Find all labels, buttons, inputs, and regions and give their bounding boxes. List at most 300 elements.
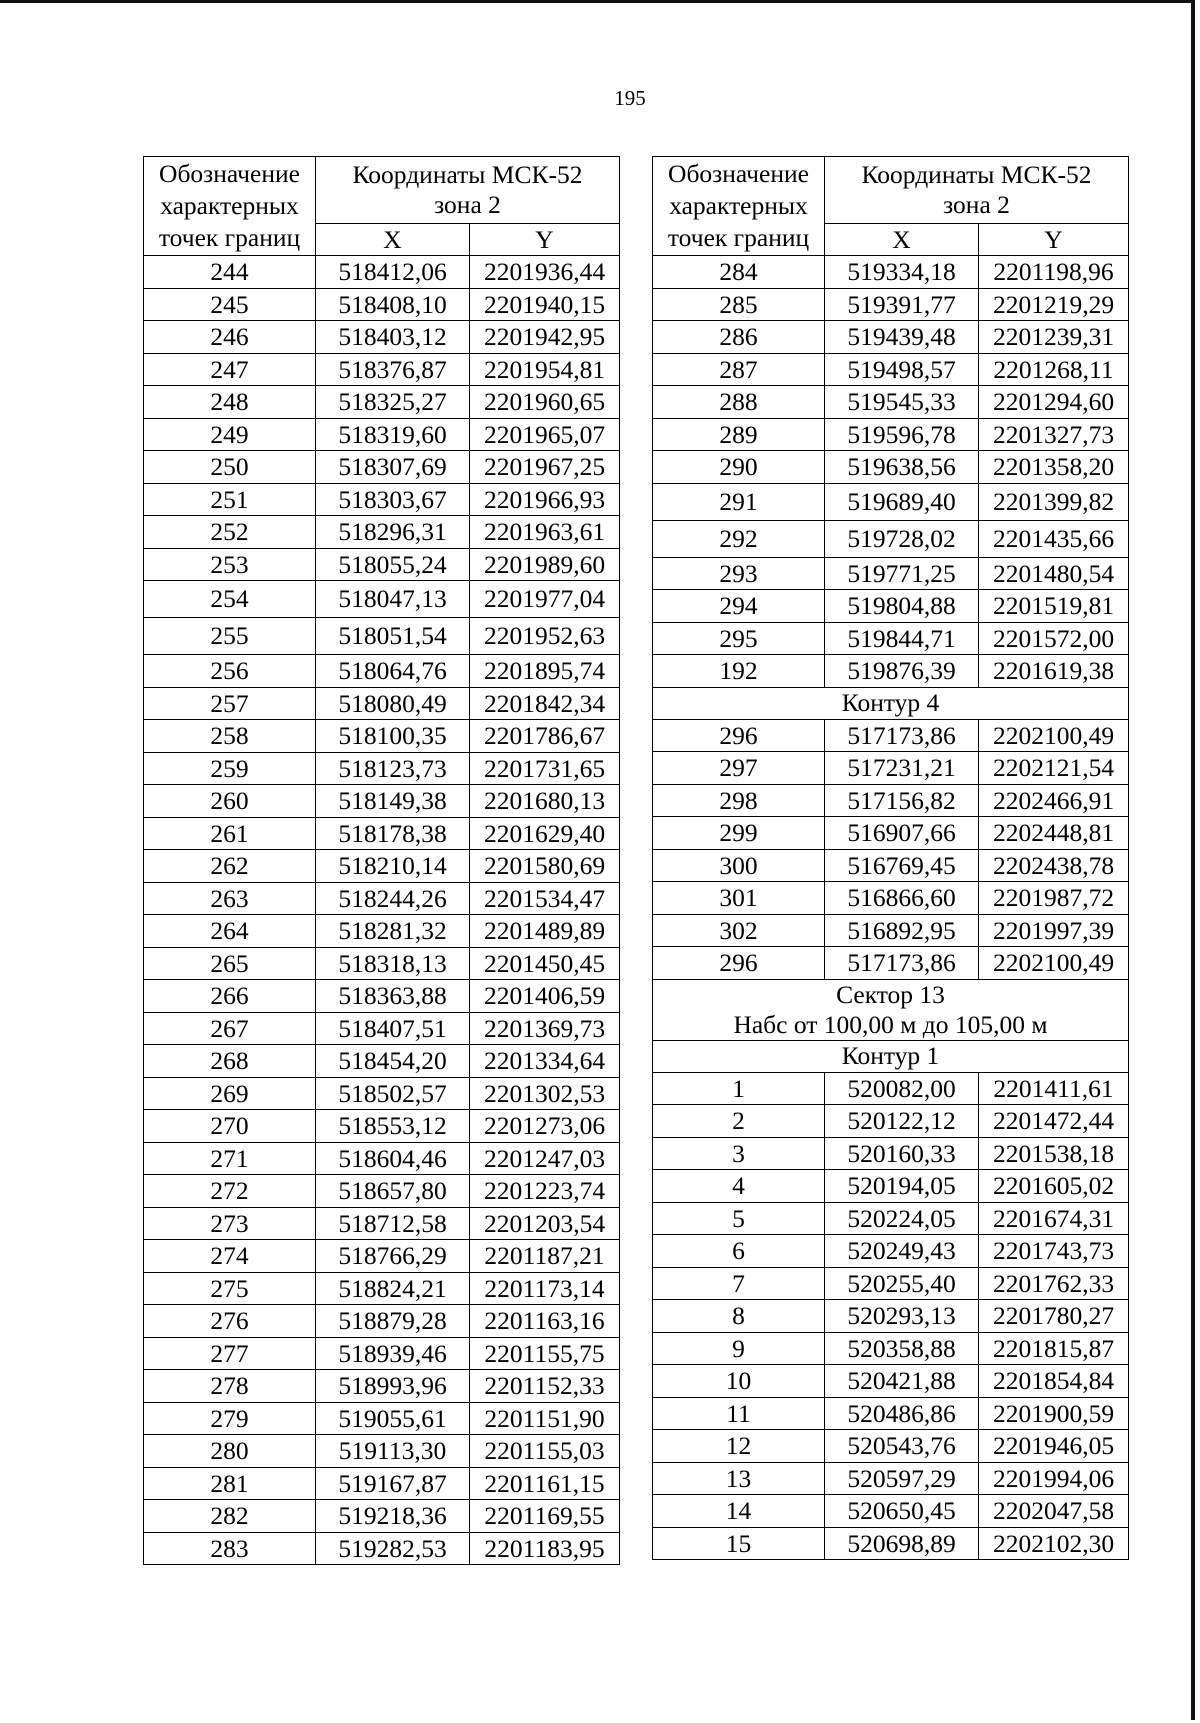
- point-id-cell: 287: [653, 353, 825, 386]
- x-coordinate-cell: 518657,80: [316, 1175, 470, 1208]
- x-coordinate-cell: 520082,00: [825, 1072, 979, 1105]
- table-row: [144, 1402, 620, 1435]
- x-coordinate-cell: 520194,05: [825, 1170, 979, 1203]
- table-row: [144, 516, 620, 549]
- x-coordinate-cell: 518318,13: [316, 947, 470, 980]
- table-row: [144, 548, 620, 581]
- point-id-cell: 281: [144, 1467, 316, 1500]
- contour-4-heading: [653, 687, 1129, 719]
- point-id-cell: 273: [144, 1207, 316, 1240]
- point-id-cell: 259: [144, 752, 316, 785]
- point-id-cell: 254: [144, 581, 316, 618]
- table-row: [144, 1012, 620, 1045]
- y-coordinate-cell: 2201203,54: [470, 1207, 620, 1240]
- y-coordinate-cell: 2201327,73: [979, 418, 1129, 451]
- y-coordinate-cell: 2201997,39: [979, 914, 1129, 947]
- point-id-cell: 253: [144, 548, 316, 581]
- x-coordinate-cell: 519391,77: [825, 288, 979, 321]
- x-coordinate-cell: 520249,43: [825, 1235, 979, 1268]
- table-row: [144, 1370, 620, 1403]
- table-row: [144, 1110, 620, 1143]
- table-row: [144, 581, 620, 618]
- header-y: Y: [470, 224, 620, 256]
- point-id-cell: 262: [144, 850, 316, 883]
- point-id-cell: 250: [144, 451, 316, 484]
- point-id-cell: 6: [653, 1235, 825, 1268]
- sector-13-heading-cell: Сектор 13 Набс от 100,00 м до 105,00 м: [653, 979, 1129, 1040]
- table-row: [653, 520, 1129, 557]
- point-id-cell: 2: [653, 1105, 825, 1138]
- y-coordinate-cell: 2201940,15: [470, 288, 620, 321]
- table-row: [144, 451, 620, 484]
- x-coordinate-cell: 518407,51: [316, 1012, 470, 1045]
- x-coordinate-cell: 518412,06: [316, 256, 470, 289]
- point-id-cell: 244: [144, 256, 316, 289]
- table-row: [653, 655, 1129, 688]
- point-id-cell: 257: [144, 687, 316, 720]
- x-coordinate-cell: 518454,20: [316, 1045, 470, 1078]
- point-id-cell: 256: [144, 655, 316, 688]
- y-coordinate-cell: 2201169,55: [470, 1500, 620, 1533]
- y-coordinate-cell: 2201680,13: [470, 785, 620, 818]
- x-coordinate-cell: 519218,36: [316, 1500, 470, 1533]
- point-id-cell: 286: [653, 321, 825, 354]
- table-row: [653, 784, 1129, 817]
- y-coordinate-cell: 2201989,60: [470, 548, 620, 581]
- x-coordinate-cell: 518055,24: [316, 548, 470, 581]
- table-row: [144, 785, 620, 818]
- y-coordinate-cell: 2201219,29: [979, 288, 1129, 321]
- table-row: [653, 288, 1129, 321]
- y-coordinate-cell: 2201967,25: [470, 451, 620, 484]
- y-coordinate-cell: 2201155,03: [470, 1435, 620, 1468]
- x-coordinate-cell: 517231,21: [825, 752, 979, 785]
- table-row: [653, 256, 1129, 289]
- sector-13-heading: [653, 979, 1129, 1040]
- point-id-cell: 292: [653, 520, 825, 557]
- y-coordinate-cell: 2201936,44: [470, 256, 620, 289]
- point-id-cell: 246: [144, 321, 316, 354]
- y-coordinate-cell: 2201895,74: [470, 655, 620, 688]
- x-coordinate-cell: 518047,13: [316, 581, 470, 618]
- table-row: [653, 817, 1129, 850]
- x-coordinate-cell: 516866,60: [825, 882, 979, 915]
- table-row: [653, 1170, 1129, 1203]
- table-row: [653, 386, 1129, 419]
- y-coordinate-cell: 2201155,75: [470, 1337, 620, 1370]
- x-coordinate-cell: 516769,45: [825, 849, 979, 882]
- point-id-cell: 271: [144, 1142, 316, 1175]
- x-coordinate-cell: 518403,12: [316, 321, 470, 354]
- x-coordinate-cell: 518712,58: [316, 1207, 470, 1240]
- table-row: [653, 418, 1129, 451]
- table-row: [653, 451, 1129, 484]
- x-coordinate-cell: 518939,46: [316, 1337, 470, 1370]
- table-row: [144, 980, 620, 1013]
- y-coordinate-cell: 2201780,27: [979, 1300, 1129, 1333]
- table-row: [144, 483, 620, 516]
- point-id-cell: 264: [144, 915, 316, 948]
- y-coordinate-cell: 2202438,78: [979, 849, 1129, 882]
- point-id-cell: 301: [653, 882, 825, 915]
- x-coordinate-cell: 519804,88: [825, 590, 979, 623]
- point-id-cell: 279: [144, 1402, 316, 1435]
- point-id-cell: 268: [144, 1045, 316, 1078]
- table-row: [144, 1500, 620, 1533]
- table-row: [144, 1532, 620, 1565]
- point-id-cell: 294: [653, 590, 825, 623]
- x-coordinate-cell: 519334,18: [825, 256, 979, 289]
- point-id-cell: 272: [144, 1175, 316, 1208]
- y-coordinate-cell: 2201534,47: [470, 882, 620, 915]
- y-coordinate-cell: 2201183,95: [470, 1532, 620, 1565]
- x-coordinate-cell: 520293,13: [825, 1300, 979, 1333]
- table-row: [144, 1337, 620, 1370]
- table-row: [144, 1175, 620, 1208]
- table-row: [144, 1467, 620, 1500]
- header-point-label: Обозначение характерных точек границ: [144, 157, 316, 256]
- y-coordinate-cell: 2202047,58: [979, 1495, 1129, 1528]
- x-coordinate-cell: 518296,31: [316, 516, 470, 549]
- y-coordinate-cell: 2201302,53: [470, 1077, 620, 1110]
- y-coordinate-cell: 2201273,06: [470, 1110, 620, 1143]
- coordinates-table-right: [652, 156, 1129, 1560]
- point-id-cell: 298: [653, 784, 825, 817]
- y-coordinate-cell: 2202100,49: [979, 947, 1129, 980]
- point-id-cell: 290: [653, 451, 825, 484]
- x-coordinate-cell: 518100,35: [316, 720, 470, 753]
- table-row: [144, 1045, 620, 1078]
- y-coordinate-cell: 2201406,59: [470, 980, 620, 1013]
- table-row: [653, 719, 1129, 752]
- point-id-cell: 269: [144, 1077, 316, 1110]
- y-coordinate-cell: 2201163,16: [470, 1305, 620, 1338]
- point-id-cell: 280: [144, 1435, 316, 1468]
- point-id-cell: 289: [653, 418, 825, 451]
- y-coordinate-cell: 2201519,81: [979, 590, 1129, 623]
- point-id-cell: 284: [653, 256, 825, 289]
- y-coordinate-cell: 2201358,20: [979, 451, 1129, 484]
- x-coordinate-cell: 518376,87: [316, 353, 470, 386]
- y-coordinate-cell: 2201629,40: [470, 817, 620, 850]
- y-coordinate-cell: 2201480,54: [979, 557, 1129, 590]
- x-coordinate-cell: 518307,69: [316, 451, 470, 484]
- x-coordinate-cell: 518766,29: [316, 1240, 470, 1273]
- table-row: [653, 1430, 1129, 1463]
- header-y: Y: [979, 224, 1129, 256]
- table-row: [144, 720, 620, 753]
- x-coordinate-cell: 519844,71: [825, 622, 979, 655]
- table-row: [653, 1137, 1129, 1170]
- point-id-cell: 7: [653, 1267, 825, 1300]
- point-id-cell: 267: [144, 1012, 316, 1045]
- x-coordinate-cell: 519113,30: [316, 1435, 470, 1468]
- x-coordinate-cell: 518303,67: [316, 483, 470, 516]
- x-coordinate-cell: 520650,45: [825, 1495, 979, 1528]
- y-coordinate-cell: 2201605,02: [979, 1170, 1129, 1203]
- point-id-cell: 275: [144, 1272, 316, 1305]
- y-coordinate-cell: 2201786,67: [470, 720, 620, 753]
- y-coordinate-cell: 2201247,03: [470, 1142, 620, 1175]
- point-id-cell: 282: [144, 1500, 316, 1533]
- y-coordinate-cell: 2201762,33: [979, 1267, 1129, 1300]
- point-id-cell: 14: [653, 1495, 825, 1528]
- point-id-cell: 265: [144, 947, 316, 980]
- point-id-cell: 296: [653, 719, 825, 752]
- y-coordinate-cell: 2202448,81: [979, 817, 1129, 850]
- y-coordinate-cell: 2201173,14: [470, 1272, 620, 1305]
- point-id-cell: 283: [144, 1532, 316, 1565]
- x-coordinate-cell: 518553,12: [316, 1110, 470, 1143]
- point-id-cell: 266: [144, 980, 316, 1013]
- header-coordinate-system: Координаты МСК-52 зона 2: [316, 157, 620, 224]
- y-coordinate-cell: 2201472,44: [979, 1105, 1129, 1138]
- y-coordinate-cell: 2201815,87: [979, 1332, 1129, 1365]
- x-coordinate-cell: 520358,88: [825, 1332, 979, 1365]
- point-id-cell: 297: [653, 752, 825, 785]
- x-coordinate-cell: 516892,95: [825, 914, 979, 947]
- point-id-cell: 278: [144, 1370, 316, 1403]
- x-coordinate-cell: 520486,86: [825, 1397, 979, 1430]
- header-x: X: [316, 224, 470, 256]
- y-coordinate-cell: 2201946,05: [979, 1430, 1129, 1463]
- x-coordinate-cell: 518824,21: [316, 1272, 470, 1305]
- y-coordinate-cell: 2201963,61: [470, 516, 620, 549]
- x-coordinate-cell: 518210,14: [316, 850, 470, 883]
- x-coordinate-cell: 520160,33: [825, 1137, 979, 1170]
- x-coordinate-cell: 518281,32: [316, 915, 470, 948]
- table-row: [144, 288, 620, 321]
- y-coordinate-cell: 2201435,66: [979, 520, 1129, 557]
- x-coordinate-cell: 519545,33: [825, 386, 979, 419]
- x-coordinate-cell: 518604,46: [316, 1142, 470, 1175]
- point-id-cell: 270: [144, 1110, 316, 1143]
- table-row: [144, 386, 620, 419]
- x-coordinate-cell: 518993,96: [316, 1370, 470, 1403]
- y-coordinate-cell: 2201572,00: [979, 622, 1129, 655]
- table-row: [144, 817, 620, 850]
- table-row: [653, 947, 1129, 980]
- point-id-cell: 3: [653, 1137, 825, 1170]
- x-coordinate-cell: 520698,89: [825, 1527, 979, 1560]
- x-coordinate-cell: 518080,49: [316, 687, 470, 720]
- x-coordinate-cell: 518325,27: [316, 386, 470, 419]
- point-id-cell: 285: [653, 288, 825, 321]
- table-row: [653, 882, 1129, 915]
- y-coordinate-cell: 2201580,69: [470, 850, 620, 883]
- x-coordinate-cell: 518178,38: [316, 817, 470, 850]
- x-coordinate-cell: 518064,76: [316, 655, 470, 688]
- x-coordinate-cell: 520421,88: [825, 1365, 979, 1398]
- x-coordinate-cell: 519498,57: [825, 353, 979, 386]
- table-row: [653, 914, 1129, 947]
- y-coordinate-cell: 2201842,34: [470, 687, 620, 720]
- table-row: [144, 618, 620, 655]
- table-row: [653, 1105, 1129, 1138]
- point-id-cell: 258: [144, 720, 316, 753]
- table-row: [144, 1207, 620, 1240]
- point-id-cell: 291: [653, 483, 825, 520]
- coordinates-table-left: [143, 156, 620, 1565]
- table-row: [653, 1235, 1129, 1268]
- y-coordinate-cell: 2201954,81: [470, 353, 620, 386]
- y-coordinate-cell: 2201294,60: [979, 386, 1129, 419]
- y-coordinate-cell: 2201198,96: [979, 256, 1129, 289]
- y-coordinate-cell: 2201223,74: [470, 1175, 620, 1208]
- x-coordinate-cell: 520597,29: [825, 1462, 979, 1495]
- table-row: [653, 1267, 1129, 1300]
- table-row: [144, 655, 620, 688]
- x-coordinate-cell: 518319,60: [316, 418, 470, 451]
- x-coordinate-cell: 519689,40: [825, 483, 979, 520]
- point-id-cell: 295: [653, 622, 825, 655]
- header-x: X: [825, 224, 979, 256]
- table-row: [653, 849, 1129, 882]
- table-row: [653, 1300, 1129, 1333]
- y-coordinate-cell: 2201619,38: [979, 655, 1129, 688]
- y-coordinate-cell: 2201960,65: [470, 386, 620, 419]
- y-coordinate-cell: 2201674,31: [979, 1202, 1129, 1235]
- table-row: [653, 622, 1129, 655]
- table-row: [144, 1272, 620, 1305]
- x-coordinate-cell: 520255,40: [825, 1267, 979, 1300]
- x-coordinate-cell: 519167,87: [316, 1467, 470, 1500]
- table-row: [144, 915, 620, 948]
- point-id-cell: 1: [653, 1072, 825, 1105]
- y-coordinate-cell: 2201152,33: [470, 1370, 620, 1403]
- point-id-cell: 13: [653, 1462, 825, 1495]
- point-id-cell: 15: [653, 1527, 825, 1560]
- point-id-cell: 293: [653, 557, 825, 590]
- point-id-cell: 296: [653, 947, 825, 980]
- contour-1-heading: [653, 1040, 1129, 1072]
- y-coordinate-cell: 2201731,65: [470, 752, 620, 785]
- x-coordinate-cell: 519638,56: [825, 451, 979, 484]
- y-coordinate-cell: 2201239,31: [979, 321, 1129, 354]
- table-row: [144, 353, 620, 386]
- contour-4-heading-cell: Контур 4: [653, 687, 1129, 719]
- table-row: [653, 1527, 1129, 1560]
- y-coordinate-cell: 2201369,73: [470, 1012, 620, 1045]
- table-row: [653, 1462, 1129, 1495]
- y-coordinate-cell: 2202100,49: [979, 719, 1129, 752]
- point-id-cell: 276: [144, 1305, 316, 1338]
- x-coordinate-cell: 518244,26: [316, 882, 470, 915]
- x-coordinate-cell: 517173,86: [825, 719, 979, 752]
- x-coordinate-cell: 519771,25: [825, 557, 979, 590]
- x-coordinate-cell: 519439,48: [825, 321, 979, 354]
- table-row: [144, 418, 620, 451]
- x-coordinate-cell: 518879,28: [316, 1305, 470, 1338]
- table-row: [653, 590, 1129, 623]
- point-id-cell: 4: [653, 1170, 825, 1203]
- y-coordinate-cell: 2201942,95: [470, 321, 620, 354]
- point-id-cell: 261: [144, 817, 316, 850]
- x-coordinate-cell: 518051,54: [316, 618, 470, 655]
- y-coordinate-cell: 2202466,91: [979, 784, 1129, 817]
- point-id-cell: 8: [653, 1300, 825, 1333]
- point-id-cell: 245: [144, 288, 316, 321]
- x-coordinate-cell: 518149,38: [316, 785, 470, 818]
- y-coordinate-cell: 2201743,73: [979, 1235, 1129, 1268]
- table-row: [653, 483, 1129, 520]
- table-row: [144, 850, 620, 883]
- y-coordinate-cell: 2201187,21: [470, 1240, 620, 1273]
- point-id-cell: 288: [653, 386, 825, 419]
- table-row: [144, 1435, 620, 1468]
- y-coordinate-cell: 2201161,15: [470, 1467, 620, 1500]
- table-row: [653, 1365, 1129, 1398]
- table-row: [144, 1240, 620, 1273]
- table-row: [653, 557, 1129, 590]
- x-coordinate-cell: 519596,78: [825, 418, 979, 451]
- table-row: [144, 882, 620, 915]
- x-coordinate-cell: 517156,82: [825, 784, 979, 817]
- point-id-cell: 251: [144, 483, 316, 516]
- header-point-label: Обозначение характерных точек границ: [653, 157, 825, 256]
- y-coordinate-cell: 2201994,06: [979, 1462, 1129, 1495]
- y-coordinate-cell: 2201489,89: [470, 915, 620, 948]
- point-id-cell: 9: [653, 1332, 825, 1365]
- table-row: [144, 1142, 620, 1175]
- point-id-cell: 248: [144, 386, 316, 419]
- table-row: [144, 256, 620, 289]
- table-row: [653, 752, 1129, 785]
- y-coordinate-cell: 2201952,63: [470, 618, 620, 655]
- x-coordinate-cell: 520224,05: [825, 1202, 979, 1235]
- x-coordinate-cell: 518408,10: [316, 288, 470, 321]
- table-row: [653, 353, 1129, 386]
- point-id-cell: 252: [144, 516, 316, 549]
- point-id-cell: 12: [653, 1430, 825, 1463]
- x-coordinate-cell: 518123,73: [316, 752, 470, 785]
- y-coordinate-cell: 2201268,11: [979, 353, 1129, 386]
- x-coordinate-cell: 518363,88: [316, 980, 470, 1013]
- y-coordinate-cell: 2201399,82: [979, 483, 1129, 520]
- table-row: [653, 1332, 1129, 1365]
- table-row: [653, 1072, 1129, 1105]
- y-coordinate-cell: 2201151,90: [470, 1402, 620, 1435]
- point-id-cell: 247: [144, 353, 316, 386]
- point-id-cell: 192: [653, 655, 825, 688]
- point-id-cell: 277: [144, 1337, 316, 1370]
- y-coordinate-cell: 2201334,64: [470, 1045, 620, 1078]
- point-id-cell: 274: [144, 1240, 316, 1273]
- point-id-cell: 249: [144, 418, 316, 451]
- table-row: [653, 1397, 1129, 1430]
- x-coordinate-cell: 517173,86: [825, 947, 979, 980]
- point-id-cell: 10: [653, 1365, 825, 1398]
- y-coordinate-cell: 2201966,93: [470, 483, 620, 516]
- table-row: [144, 752, 620, 785]
- y-coordinate-cell: 2201538,18: [979, 1137, 1129, 1170]
- x-coordinate-cell: 519876,39: [825, 655, 979, 688]
- point-id-cell: 5: [653, 1202, 825, 1235]
- y-coordinate-cell: 2201987,72: [979, 882, 1129, 915]
- table-row: [653, 1495, 1129, 1528]
- page-number: 195: [614, 86, 646, 110]
- table-row: [144, 687, 620, 720]
- point-id-cell: 263: [144, 882, 316, 915]
- y-coordinate-cell: 2201977,04: [470, 581, 620, 618]
- table-row: [144, 1305, 620, 1338]
- table-row: [144, 1077, 620, 1110]
- table-row: [653, 321, 1129, 354]
- point-id-cell: 299: [653, 817, 825, 850]
- x-coordinate-cell: 520543,76: [825, 1430, 979, 1463]
- header-coordinate-system: Координаты МСК-52 зона 2: [825, 157, 1129, 224]
- point-id-cell: 11: [653, 1397, 825, 1430]
